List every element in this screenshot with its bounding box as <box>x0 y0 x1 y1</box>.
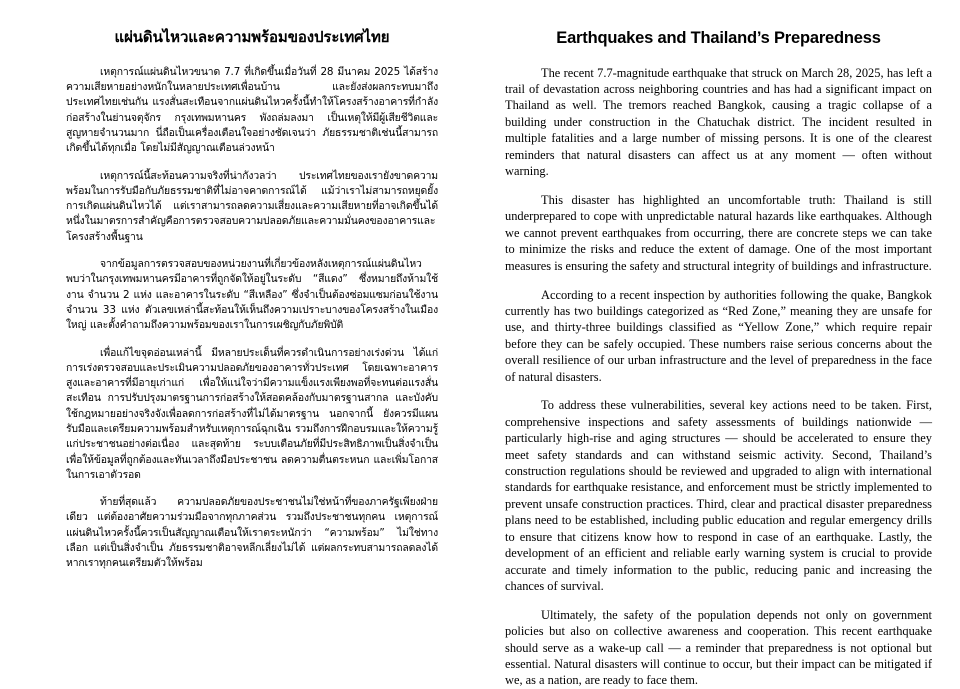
thai-paragraph: ท้ายที่สุดแล้ว ความปลอดภัยของประชาชนไม่ใช่หน้าที่ของภาครัฐเพียงฝ่ายเดียว แต่ต้องอาศัยความร่วมมือจากทุกภาคส่วน รวมถึงประชาชนทุกคน เหตุการณ์แผ่นดินไหวครั้งนี้ควรเป็นสัญญาณเตือนให้เราตระหนักว่า “ความพร้อม” ไม่ใช่ทางเลือก แต่เป็นสิ่งจำเป็น ภัยธรรมชาติอาจหลีกเลี่ยงไม่ได้ แต่ผลกระทบสามารถลดลงได้ หากเราทุกคนเตรียมตัวให้พร้อม <box>66 496 438 570</box>
english-paragraph: Ultimately, the safety of the population depends not only on government policies but also on collective awareness and cooperation. This recent earthquake should serve as a wake-up call — a reminder that preparedness is not optional but essential. Natural disasters will continue to occur, but their impact can be mitigated if we, as a nation, are ready to face them. <box>505 607 932 688</box>
thai-paragraph: จากข้อมูลการตรวจสอบของหน่วยงานที่เกี่ยวข้องหลังเหตุการณ์แผ่นดินไหว พบว่าในกรุงเทพมหานครมีอาคารที่ถูกจัดให้อยู่ในระดับ “สีแดง” ซึ่งหมายถึงห้ามใช้งาน จำนวน 2 แห่ง และอาคารในระดับ “สีเหลือง” ซึ่งจำเป็นต้องซ่อมแซมก่อนใช้งาน จำนวน 33 แห่ง ตัวเลขเหล่านี้สะท้อนให้เห็นถึงความเปราะบางของโครงสร้างในเมืองใหญ่ และตั้งคำถามถึงความพร้อมของเราในการเผชิญกับภัยพิบัติ <box>66 258 438 332</box>
english-paragraph: To address these vulnerabilities, several key actions need to be taken. First, comprehensive inspections and safety assessments of buildings nationwide — particularly high-rise and aging structures — should be accelerated to ensure they meet safety standards and can withstand seismic activity. Second, Thailand’s construction regulations should be reviewed and upgraded to align with international standards for earthquake resistance, and enforcement must be strictly implemented to prevent unsafe construction practices. Third, clear and practical disaster preparedness plans need to be established, including public education and regular emergency drills to ensure that citizens know how to respond in case of an earthquake. Lastly, the development of an efficient and reliable early warning system is crucial to provide accurate and timely information to the public, reducing panic and increasing the chances of survival. <box>505 398 932 593</box>
english-paragraph: This disaster has highlighted an uncomfortable truth: Thailand is still underprepared to cope with unpredictable natural hazards like earthquakes. Although we cannot prevent earthquakes from occurring, there are concrete steps we can take to minimize the risks and reduce the extent of damage. One of the most important measures is ensuring the safety and structural integrity of buildings and infrastructure. <box>505 192 932 273</box>
english-body <box>505 65 932 689</box>
english-paragraph: The recent 7.7-magnitude earthquake that struck on March 28, 2025, has left a trail of devastation across neighboring countries and has had a significant impact on Thailand as well. The tremors reached Bangkok, causing a tragic collapse of a building under construction in the Chatuchak district. The incident resulted in multiple fatalities and a large number of missing persons. It is one of the clearest reminders that natural disasters can affect us at any moment — often without warning. <box>505 65 932 179</box>
english-paragraph: According to a recent inspection by authorities following the quake, Bangkok currently has two buildings categorized as “Red Zone,” meaning they are unsafe for use, and thirty-three buildings classified as “Yellow Zone,” which require repair before they can be safely occupied. These numbers raise serious concerns about the overall resilience of our urban infrastructure and the level of preparedness in the face of natural disasters. <box>505 287 932 384</box>
thai-paragraph: เหตุการณ์แผ่นดินไหวขนาด 7.7 ที่เกิดขึ้นเมื่อวันที่ 28 มีนาคม 2025 ได้สร้างความเสียหายอย่างหนักในหลายประเทศเพื่อนบ้าน และยังส่งผลกระทบมาถึงประเทศไทยเช่นกัน แรงสั่นสะเทือนจากแผ่นดินไหวครั้งนี้ทำให้โครงสร้างอาคารที่กำลังก่อสร้างในย่านจตุจักร กรุงเทพมหานคร พังถล่มลงมา เป็นเหตุให้มีผู้เสียชีวิตและสูญหายจำนวนมาก นี่ถือเป็นเครื่องเตือนใจอย่างชัดเจนว่า ภัยธรรมชาติเช่นนี้สามารถเกิดขึ้นได้ทุกเมื่อ โดยไม่มีสัญญาณเตือนล่วงหน้า <box>66 65 438 155</box>
english-column <box>480 0 960 688</box>
thai-paragraph: เหตุการณ์นี้สะท้อนความจริงที่น่ากังวลว่า ประเทศไทยของเรายังขาดความพร้อมในการรับมือกับภัยธรรมชาติที่ไม่อาจคาดการณ์ได้ แม้ว่าเราไม่สามารถหยุดยั้งการเกิดแผ่นดินไหวได้ แต่เราสามารถลดความเสี่ยงและความเสียหายที่อาจเกิดขึ้นได้ หนึ่งในมาตรการสำคัญคือการตรวจสอบความปลอดภัยและความมั่นคงของอาคารและโครงสร้างพื้นฐาน <box>66 169 438 243</box>
english-title: Earthquakes and Thailand’s Preparedness <box>556 29 881 47</box>
thai-column <box>0 0 480 570</box>
thai-title: แผ่นดินไหวและความพร้อมของประเทศไทย <box>114 28 390 46</box>
thai-body <box>66 65 438 572</box>
thai-paragraph: เพื่อแก้ไขจุดอ่อนเหล่านี้ มีหลายประเด็นที่ควรดำเนินการอย่างเร่งด่วน ได้แก่ การเร่งตรวจสอบและประเมินความปลอดภัยของอาคารทั่วประเทศ โดยเฉพาะอาคารสูงและอาคารที่มีอายุเก่าแก่ เพื่อให้แน่ใจว่ามีความแข็งแรงเพียงพอที่จะทนต่อแรงสั่นสะเทือน การปรับปรุงมาตรฐานการก่อสร้างให้สอดคล้องกับมาตรฐานสากล และบังคับใช้กฎหมายอย่างจริงจังเพื่อลดการก่อสร้างที่ไม่ได้มาตรฐาน นอกจากนี้ ยังควรมีแผนรับมือและเตรียมความพร้อมสำหรับเหตุการณ์ฉุกเฉิน รวมถึงการฝึกอบรมและให้ความรู้แก่ประชาชนอย่างต่อเนื่อง และสุดท้าย ระบบเตือนภัยที่มีประสิทธิภาพเป็นสิ่งจำเป็น เพื่อให้ข้อมูลที่ถูกต้องและทันเวลาถึงมือประชาชน ลดความตื่นตระหนก และเพิ่มโอกาสในการเอาตัวรอด <box>66 346 438 481</box>
